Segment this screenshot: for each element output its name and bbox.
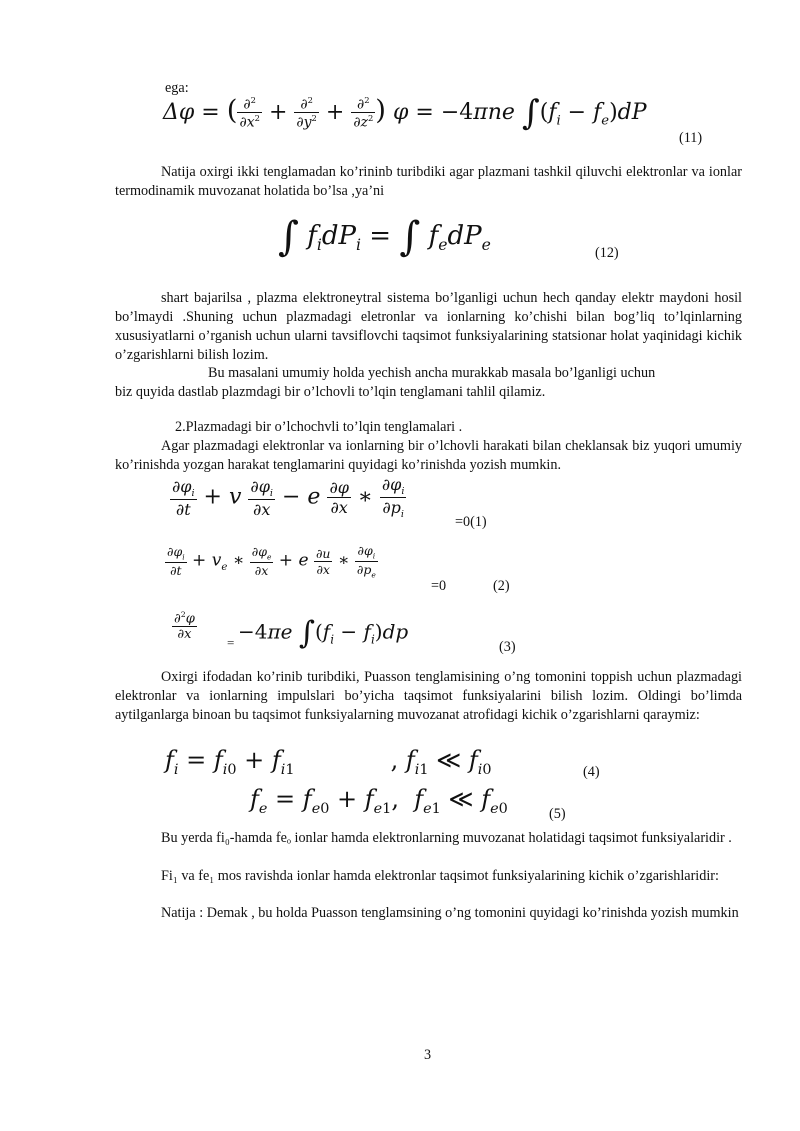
equation-number-12: (12) (595, 245, 619, 261)
paragraph-4: Agar plazmadagi elektronlar va ionlarning bir o’lchovli harakati bilan cheklansak biz yuqori umumiy ko’rinishda yozgan harakat tenglamarini quyidagi ko’rinishda yozish mumkin. (115, 438, 742, 473)
paragraph-3-line-1: Bu masalani umumiy holda yechish ancha murakkab masala bo’lganligi uchun (208, 365, 656, 381)
equation-3-rhs: −4πe $\int(f_i - f_i)dp$ (238, 615, 409, 651)
equation-1-tail: =0(1) (455, 514, 487, 530)
equation-number-4: (4) (583, 764, 600, 780)
intro-text: ega: (165, 80, 189, 96)
equation-4: $f_i = f_{i0} + f_{i1}$ , $f_{i1}$ ≪ $f_{i0}$ (165, 746, 492, 778)
equation-11: Δφ = ( $\frac{\partial^2}{\partial x^2}$ + $\frac{\partial^2}{\partial y^2}$ + $\frac{\partial^2}{\partial z^2}$ ) φ = −4πne $\int(f_i - f_e)dP$ (163, 93, 647, 133)
equation-5: $f_e = f_{e0} + f_{e1}$, $f_{e1}$ ≪ $f_{e0}$ (250, 785, 508, 817)
section-heading: 2.Plazmadagi bir o’lchochvli to’lqin tenglamalari . (175, 419, 463, 435)
equation-12: ∫ $f_idP_i$ = ∫ $f_edP_e$ (278, 213, 491, 260)
page-number: 3 (424, 1047, 432, 1063)
paragraph-8: Natija : Demak , bu holda Puasson tenglamsining o’ng tomonini quyidagi ko’rinishda yozish mumkin (161, 905, 739, 921)
equation-number-3: (3) (499, 639, 516, 655)
paragraph-3-line-2: biz quyida dastlab plazmdagi bir o’lchovli to’lqin tenglamani tahlil qilamiz. (115, 384, 546, 400)
equation-number-5: (5) (549, 806, 566, 822)
equation-2: $\frac{\partial\varphi_i}{\partial t}$ + $v_e$ ∗ $\frac{\partial\varphi_e}{\partial x}$ + e $\frac{\partial u}{\partial x}$ ∗ $\frac{\partial\varphi_i}{\partial p_e}$ (167, 543, 376, 579)
equation-3-equals: = (227, 635, 235, 650)
paragraph-6: Bu yerda fi₀-hamda feₒ ionlar hamda elektronlarning muvozanat holatidagi taqsimot funksiyalaridir . (161, 830, 732, 846)
paragraph-1: Natija oxirgi ikki tenglamadan ko’rininb turibdiki agar plazmani tashkil qiluvchi elektronlar va ionlar termodinamik muvozanat holatida bo’lsa ,ya’ni (115, 164, 742, 199)
paragraph-5: Oxirgi ifodadan ko’rinib turibdiki, Puasson tenglamisining o’ng tomonini toppish uchun plazmadagi elektronlar va ionlarning impulslari bo’yicha taqsimot funksiyalarini bilish lozim. Oldingi bo’limda aytilganlarga binoan bu taqsimot funksiyalarning muvozanat atrofidagi kichik o’zgarishlarni qaraymiz: (115, 669, 742, 723)
equation-3: $\frac{\partial^2\varphi}{\partial x}$ (174, 610, 195, 643)
paragraph-2: shart bajarilsa , plazma elektroneytral sistema bo’lganligi uchun hech qanday elektr maydoni hosil bo’lmaydi .Shuning uchun plazmadagi eletronlar va ionlarning ko’chishi bilan bog’liq to’lqinlarning xususiyatlarni o’rganish uchun ularni tavsiflovchi taqsimot funksiyalarining statsionar holat yaqinidagi kichik o’zgarishlarni bilish lozim. (115, 290, 742, 363)
paragraph-7: Fi₁ va fe₁ mos ravishda ionlar hamda elektronlar taqsimot funksiyalarining kichik o’zgarishlaridir: (161, 868, 719, 884)
equation-2-tail: =0 (431, 578, 447, 594)
equation-1: $\frac{\partial\varphi_i}{\partial t}$ + v $\frac{\partial\varphi_i}{\partial x}$ − e $\frac{\partial\varphi}{\partial x}$ ∗ $\frac{\partial\varphi_i}{\partial p_i}$ (172, 475, 405, 521)
equation-number-11: (11) (679, 130, 703, 146)
equation-number-2: (2) (493, 578, 510, 594)
